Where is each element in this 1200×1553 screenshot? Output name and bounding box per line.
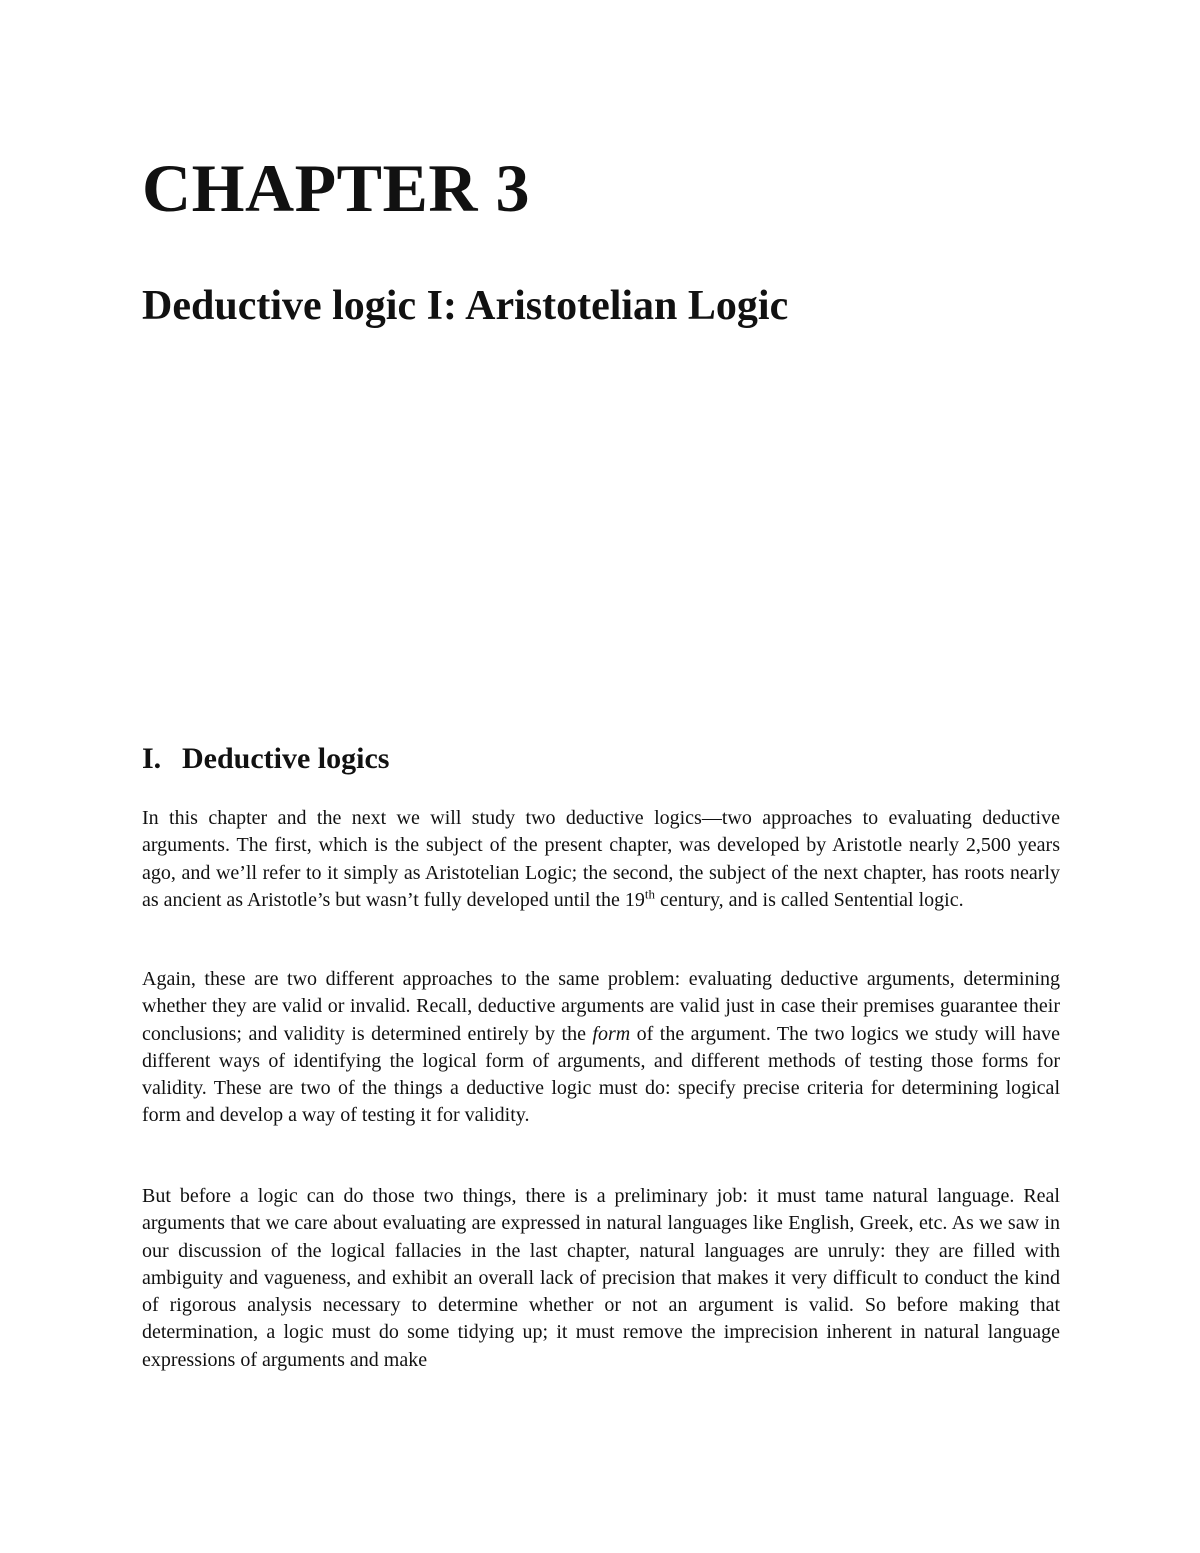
paragraph-3-text: But before a logic can do those two things, there is a preliminary job: it must tame natural language. Real arguments that we care about evaluating are expressed in natural languages like English, Greek, etc. As we saw in our discussion of the logical fallacies in the last chapter, natural languages are unruly: they are filled with ambiguity and vagueness, and exhibit an overall lack of precision that makes it very difficult to conduct the kind of rigorous analysis necessary to determine whether or not an argument is valid. So before making that determination, a logic must do some tidying up; it must remove the imprecision inherent in natural language expressions of arguments and make xyxy=(142,1185,1060,1371)
paragraph-1-text: In this chapter and the next we will study two deductive logics—two approaches to evaluating deductive arguments. The first, which is the subject of the present chapter, was developed by Aristotle nearly 2,500 years ago, and we’ll refer to it simply as Aristotelian Logic; the second, the subject of the next chapter, has roots nearly as ancient as Aristotle’s but wasn’t fully developed until the 19 xyxy=(142,807,1060,911)
chapter-subtitle: Deductive logic I: Aristotelian Logic xyxy=(142,283,789,329)
paragraph-2-text: Again, these are two different approaches to the same problem: evaluating deductive arguments, determining whether they are valid or invalid. Recall, deductive arguments are valid just in case their premises guarantee their conclusions; and validity is determined entirely by the xyxy=(142,968,1060,1045)
ordinal-superscript: th xyxy=(644,886,655,902)
paragraph-2 xyxy=(142,966,1060,1130)
paragraph-2-text-end: of the argument. The two logics we study will have different ways of identifying the logical form of arguments, and different methods of testing those forms for validity. These are two of the things a deductive logic must do: specify precise criteria for determining logical form and develop a way of testing it for validity. xyxy=(142,1022,1061,1127)
paragraph-1 xyxy=(142,805,1060,914)
paragraph-3 xyxy=(142,1183,1060,1374)
emphasized-word: form xyxy=(592,1022,631,1045)
paragraph-1-text-end: century, and is called Sentential logic. xyxy=(655,888,964,911)
chapter-label: CHAPTER 3 xyxy=(142,150,530,226)
section-title: Deductive logics xyxy=(182,742,390,775)
section-heading xyxy=(142,740,389,778)
section-number: I. xyxy=(142,742,162,775)
